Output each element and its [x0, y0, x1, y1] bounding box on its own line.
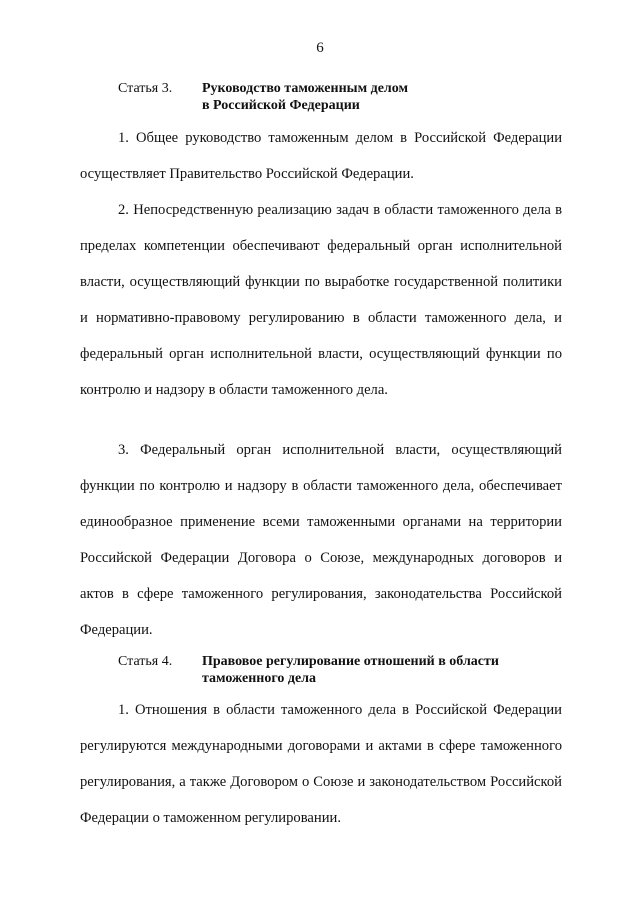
article-3-paragraph-3: 3. Федеральный орган исполнительной власти, осуществляющий функции по контролю и надзору в области таможенного дела, обеспечивает единообразное применение всеми таможенными органами на территории Российской Федерации Договора о Союзе, международных договоров и актов в сфере таможенного регулирования, законодательства Российской Федерации.	[80, 442, 562, 638]
article-3-paragraph-2: 2. Непосредственную реализацию задач в области таможенного дела в пределах компетенции обеспечивают федеральный орган исполнительной власти, осуществляющий функции по выработке государственной политики и нормативно-правовому регулированию в области таможенного дела, и федеральный орган исполнительной власти, осуществляющий функции по контролю и надзору в области таможенного дела.	[80, 202, 562, 398]
article-4-title-line-2: таможенного дела	[202, 671, 317, 686]
article-4-title-line-1: Правовое регулирование отношений в области	[202, 654, 499, 669]
article-3-title	[202, 80, 408, 114]
article-3-title-line-1: Руководство таможенным делом	[202, 81, 409, 96]
article-4-label: Статья 4.	[118, 654, 173, 669]
article-3-title-line-2: в Российской Федерации	[202, 98, 360, 113]
page-number: 6	[316, 40, 324, 56]
article-3-paragraph-1: 1. Общее руководство таможенным делом в Российской Федерации осуществляет Правительство Российской Федерации.	[80, 130, 562, 182]
article-3-label: Статья 3.	[118, 81, 173, 96]
article-4-paragraph-1: 1. Отношения в области таможенного дела в Российской Федерации регулируются международными договорами и актами в сфере таможенного регулирования, а также Договором о Союзе и законодательством Российской Федерации о таможенном регулировании.	[80, 702, 562, 826]
article-4-title	[202, 653, 499, 687]
